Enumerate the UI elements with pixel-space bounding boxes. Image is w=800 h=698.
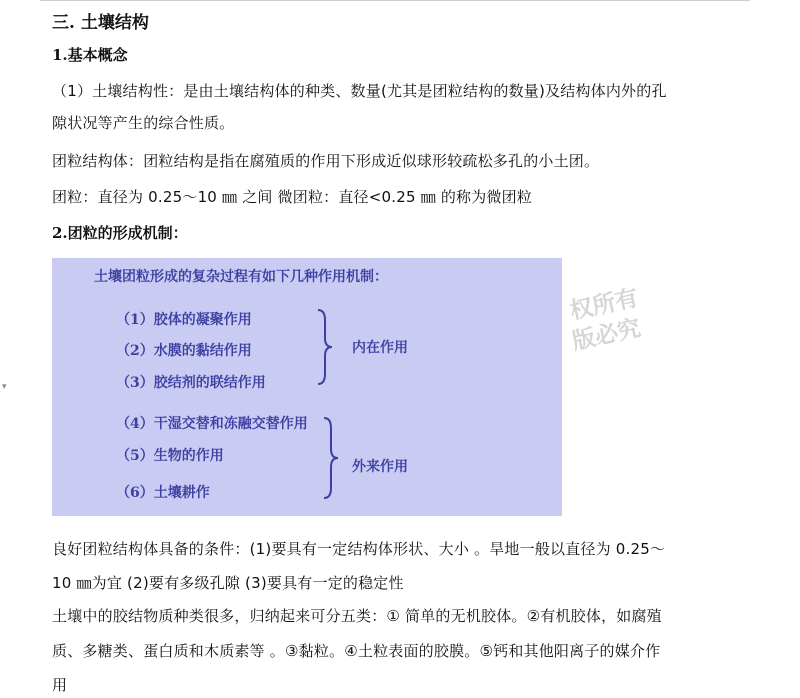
internal-brace-icon <box>314 308 336 386</box>
diagram-item-external: （6）土壤耕作 <box>116 485 210 501</box>
collapse-arrow-icon[interactable]: ▾ <box>2 382 7 392</box>
paragraph-line: 土壤中的胶结物质种类很多，归纳起来可分五类：① 简单的无机胶体。②有机胶体，如腐殖 <box>52 607 662 625</box>
watermark-line: 权所有 <box>567 285 641 325</box>
paragraph-line: 良好团粒结构体具备的条件：(1)要具有一定结构体形状、大小 。旱地一般以直径为 0.25～ <box>52 540 666 558</box>
section-heading: 三. 土壤结构 <box>52 13 149 33</box>
external-brace-icon <box>320 416 342 500</box>
paragraph-line: 质、多糖类、蛋白质和木质素等 。③黏粒。④土粒表面的胶膜。⑤钙和其他阳离子的媒介作 <box>52 642 661 660</box>
watermark <box>554 269 676 360</box>
diagram-item-internal: （3）胶结剂的联结作用 <box>116 375 266 391</box>
diagram-title: 土壤团粒形成的复杂过程有如下几种作用机制： <box>94 269 388 285</box>
diagram-item-internal: （2）水膜的黏结作用 <box>116 343 252 359</box>
paragraph-line: 10 ㎜为宜 (2)要有多级孔隙 (3)要具有一定的稳定性 <box>52 574 404 592</box>
paragraph-line: 团粒：直径为 0.25～10 ㎜ 之间 微团粒：直径<0.25 ㎜ 的称为微团粒 <box>52 188 533 206</box>
top-divider <box>40 0 750 1</box>
external-group-label: 外来作用 <box>352 459 408 475</box>
diagram-item-internal: （1）胶体的凝聚作用 <box>116 312 252 328</box>
subsection-heading-concepts: 1.基本概念 <box>52 46 128 64</box>
mechanism-diagram <box>52 258 562 516</box>
diagram-item-external: （5）生物的作用 <box>116 448 224 464</box>
paragraph-line: 隙状况等产生的综合性质。 <box>52 114 235 132</box>
diagram-item-external: （4）干湿交替和冻融交替作用 <box>116 416 308 432</box>
paragraph-line: 用 <box>52 676 68 694</box>
subsection-heading-mechanism: 2.团粒的形成机制： <box>52 224 188 242</box>
paragraph-line: （1）土壤结构性：是由土壤结构体的种类、数量(尤其是团粒结构的数量)及结构体内外的孔 <box>52 82 667 100</box>
internal-group-label: 内在作用 <box>352 340 408 356</box>
paragraph-line: 团粒结构体：团粒结构是指在腐殖质的作用下形成近似球形较疏松多孔的小土团。 <box>52 152 600 170</box>
watermark-line: 版必究 <box>570 315 643 356</box>
